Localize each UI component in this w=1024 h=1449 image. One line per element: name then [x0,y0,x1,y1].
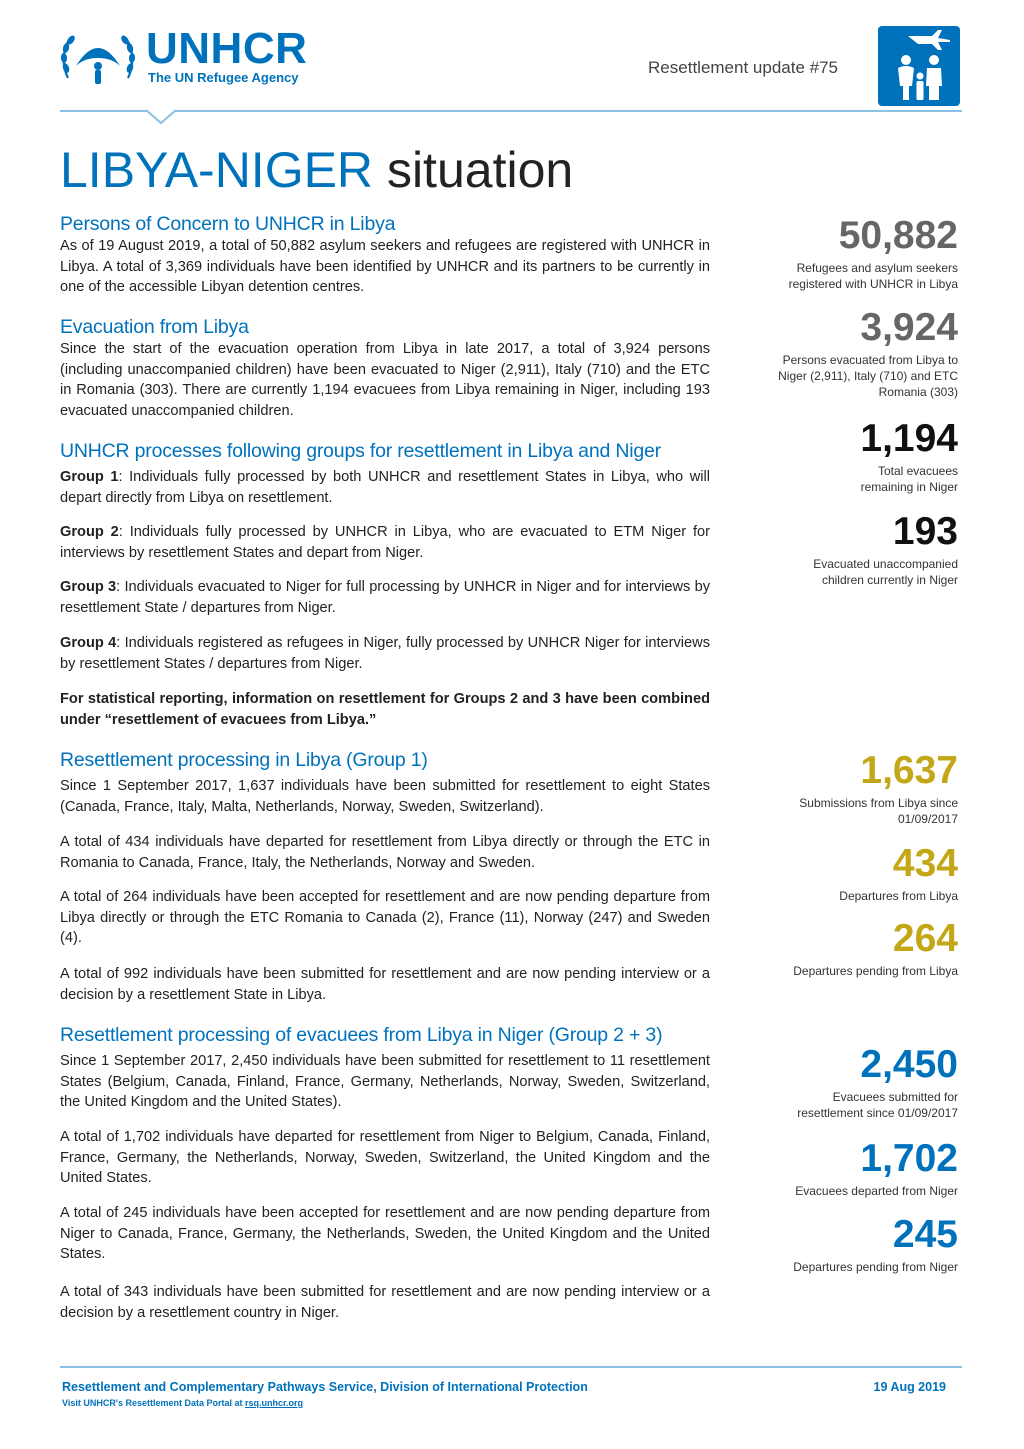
stat-submissions-libya [738,749,958,827]
heading-niger: Resettlement processing of evacuees from Libya in Niger (Group 2 + 3) [60,1024,663,1046]
stat-remaining [738,417,958,495]
page-title [60,140,573,200]
unhcr-logo[interactable] [60,26,340,90]
para-group-2 [60,522,710,563]
para-group-4 [60,633,710,674]
para-libya-3: A total of 264 individuals have been accepted for resettlement and are now pending departure from Libya directly or through the ETC Romania to Canada (2), France (11), Norway (247) and Sweden (4). [60,889,710,946]
footer-portal [62,1398,303,1408]
heading-evacuation: Evacuation from Libya [60,316,249,338]
para-niger-2: A total of 1,702 individuals have departed for resettlement from Niger to Belgium, Canada, Finland, France, Germany, the Netherlands, Norway, Sweden, Switzerland, the United Kingdom and the United States. [60,1129,710,1186]
stat-value: 264 [892,917,958,960]
stat-value: 193 [892,510,958,553]
stat-submitted-niger [738,1043,958,1121]
update-label: Resettlement update #75 [648,58,838,77]
para-niger-4: A total of 343 individuals have been submitted for resettlement and are now pending interview or a decision by a resettlement country in Niger. [60,1284,710,1321]
portal-link[interactable]: rsq.unhcr.org [245,1398,304,1408]
logo-name: UNHCR [146,24,308,73]
stat-value: 50,882 [838,214,958,257]
para-group-3 [60,577,710,618]
stat-value: 245 [892,1213,958,1256]
stat-children [738,510,958,588]
para-group-1 [60,467,710,508]
footer-division: Resettlement and Complementary Pathways Service, Division of International Protection [62,1380,588,1394]
stat-value: 1,702 [860,1137,958,1180]
section-concern [60,212,710,298]
heading-concern: Persons of Concern to UNHCR in Libya [60,213,396,235]
logo-tagline: The UN Refugee Agency [148,70,299,85]
section-evacuation [60,315,710,421]
unhcr-emblem-icon [60,28,136,88]
stat-evacuated [738,306,958,400]
group-4-text: : Individuals registered as refugees in Niger, fully processed by UNHCR Niger for interviews by resettlement States / departures from Niger. [60,635,710,672]
stat-value: 2,450 [860,1043,958,1086]
family-airplane-icon [878,26,960,106]
stat-label: Evacuees departed from Niger [795,1184,958,1198]
para-groups-note: For statistical reporting, information on resettlement for Groups 2 and 3 have been combined under “resettlement of evacuees from Libya.” [60,691,710,728]
section-niger [60,1023,710,1047]
stat-label: Evacuated unaccompanied children currently in Niger [813,557,958,587]
stat-departed-niger [738,1137,958,1199]
header-notch [146,109,176,125]
stat-label: Departures pending from Libya [793,964,958,978]
para-libya-1: Since 1 September 2017, 1,637 individuals have been submitted for resettlement to eight States (Canada, France, Italy, Malta, Netherlands, Norway, Sweden, Switzerland). [60,778,710,815]
group-3-text: : Individuals evacuated to Niger for full processing by UNHCR in Niger and for interviews by resettlement State / departures from Niger. [60,579,710,616]
para-libya-2: A total of 434 individuals have departed for resettlement from Libya directly or through the ETC in Romania to Canada, France, Italy, the Netherlands, Norway and Sweden. [60,834,710,871]
para-evacuation: Since the start of the evacuation operation from Libya in late 2017, a total of 3,924 persons (including unaccompanied children) have been evacuated to Niger (2,911), Italy (710) and the ETC in Romania (303). There are currently 1,194 evacuees from Libya remaining in Niger, including 193 evacuated unaccompanied children. [60,341,710,419]
stat-departures-libya [738,842,958,904]
section-libya [60,748,710,772]
heading-libya: Resettlement processing in Libya (Group 1) [60,749,428,771]
stat-value: 1,194 [860,417,958,460]
stat-label: Departures pending from Niger [793,1260,958,1274]
stat-value: 434 [892,842,958,885]
stat-label: Total evacuees remaining in Niger [860,464,958,494]
stat-label: Departures from Libya [839,889,958,903]
stat-pending-libya [738,917,958,979]
stat-label: Submissions from Libya since 01/09/2017 [799,796,958,826]
section-groups [60,439,710,463]
para-niger-3: A total of 245 individuals have been accepted for resettlement and are now pending departure from Niger to Canada, France, Germany, the Netherlands, Sweden, the United Kingdom and the United States. [60,1205,710,1262]
stat-registered [738,214,958,292]
group-2-label: Group 2 [60,524,119,540]
group-1-text: : Individuals fully processed by both UNHCR and resettlement States in Libya, who will depart directly from Libya on resettlement. [60,469,710,506]
stat-label: Persons evacuated from Libya to Niger (2,911), Italy (710) and ETC Romania (303) [778,353,958,399]
footer-portal-text: Visit UNHCR's Resettlement Data Portal at [62,1398,246,1408]
stat-label: Refugees and asylum seekers registered with UNHCR in Libya [788,261,958,291]
group-3-label: Group 3 [60,579,117,595]
title-situation: situation [386,142,574,198]
stat-value: 1,637 [860,749,958,792]
title-region: LIBYA-NIGER [60,142,374,198]
header-divider [60,110,962,112]
heading-groups: UNHCR processes following groups for resettlement in Libya and Niger [60,440,661,462]
para-libya-4: A total of 992 individuals have been submitted for resettlement and are now pending interview or a decision by a resettlement State in Libya. [60,966,710,1003]
group-1-label: Group 1 [60,469,119,485]
group-2-text: : Individuals fully processed by UNHCR in Libya, who are evacuated to ETM Niger for interviews by resettlement States and depart from Niger. [60,524,710,561]
para-niger-1: Since 1 September 2017, 2,450 individuals have been submitted for resettlement to 11 resettlement States (Belgium, Canada, Finland, France, Germany, Netherlands, Norway, Sweden, Switzerland, the United Kingdom and the United States). [60,1053,710,1110]
para-concern: As of 19 August 2019, a total of 50,882 asylum seekers and refugees are registered with UNHCR in Libya. A total of 3,369 individuals have been identified by UNHCR and its partners to be currently in one of the accessible Libyan detention centres. [60,238,710,295]
stat-pending-niger [738,1213,958,1275]
footer-date: 19 Aug 2019 [873,1380,946,1394]
footer-divider [60,1366,962,1368]
group-4-label: Group 4 [60,635,117,651]
stat-value: 3,924 [860,306,958,349]
stat-label: Evacuees submitted for resettlement since 01/09/2017 [797,1090,958,1120]
